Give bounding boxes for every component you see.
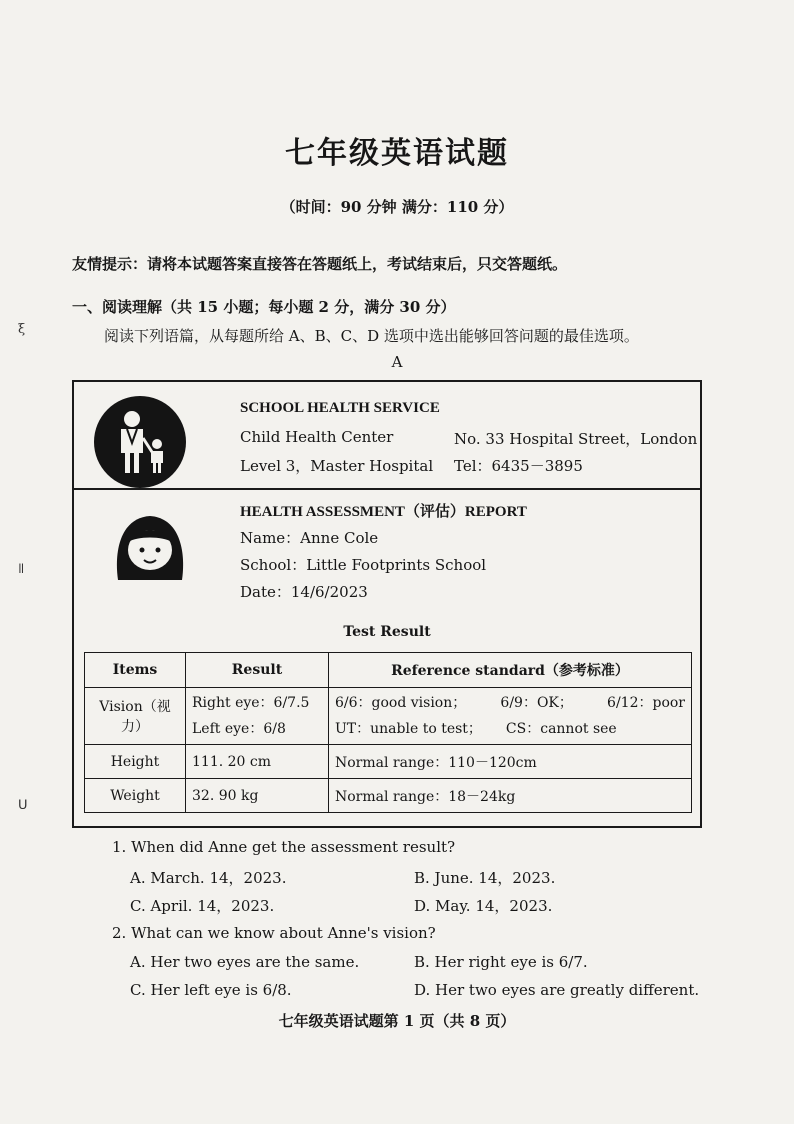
- table-header-row: [85, 653, 692, 688]
- table-row: [85, 779, 692, 813]
- question-2-stem: 2. What can we know about Anne's vision?: [112, 924, 436, 942]
- weight-label: Weight: [85, 779, 186, 813]
- table-row: [85, 745, 692, 779]
- student-name: Name：Anne Cole: [240, 529, 379, 547]
- card-divider: [74, 488, 700, 490]
- service-title: SCHOOL HEALTH SERVICE: [240, 400, 440, 416]
- weight-reference: Normal range：18－24kg: [329, 779, 692, 813]
- height-label: Height: [85, 745, 186, 779]
- height-value: 111. 20 cm: [186, 745, 329, 779]
- left-eye-result: Left eye：6/8: [192, 721, 286, 737]
- doctor-child-logo-icon: [94, 396, 186, 488]
- question-1-stem: 1. When did Anne get the assessment result?: [112, 838, 456, 856]
- health-report-card: [72, 380, 702, 828]
- right-eye-result: Right eye：6/7.5: [192, 695, 310, 711]
- telephone: Tel：6435－3895: [454, 457, 583, 475]
- question-2-option-c[interactable]: C. Her left eye is 6/8.: [130, 981, 292, 999]
- table-header: Result: [186, 653, 329, 688]
- binding-mark: ᑌ: [18, 798, 28, 813]
- section-instruction: 阅读下列语篇，从每题所给 A、B、C、D 选项中选出能够回答问题的最佳选项。: [104, 327, 639, 345]
- exam-title: 七年级英语试题: [285, 136, 509, 171]
- ref-good: 6/6：good vision；: [335, 695, 467, 711]
- test-result-title: Test Result: [343, 624, 431, 640]
- question-1-option-c[interactable]: C. April. 14，2023.: [130, 897, 275, 915]
- section-heading: 一、阅读理解（共 15 小题；每小题 2 分，满分 30 分）: [72, 298, 456, 316]
- binding-mark: ǁ: [18, 562, 25, 577]
- student-school: School：Little Footprints School: [240, 556, 487, 574]
- question-2-option-d[interactable]: D. Her two eyes are greatly different.: [414, 981, 700, 999]
- height-reference: Normal range：110－120cm: [329, 745, 692, 779]
- friendly-tip: 友情提示：请将本试题答案直接答在答题纸上，考试结束后，只交答题纸。: [72, 255, 568, 273]
- test-result-table: [84, 652, 692, 813]
- table-header: Items: [85, 653, 186, 688]
- report-date: Date：14/6/2023: [240, 583, 368, 601]
- weight-value: 32. 90 kg: [186, 779, 329, 813]
- hospital-level: Level 3，Master Hospital: [240, 457, 434, 475]
- question-1-option-a[interactable]: A. March. 14，2023.: [130, 869, 287, 887]
- table-header: Reference standard（参考标准）: [329, 653, 692, 688]
- report-title: HEALTH ASSESSMENT（评估）REPORT: [240, 504, 527, 520]
- question-2-option-a[interactable]: A. Her two eyes are the same.: [130, 953, 360, 971]
- ref-ok: 6/9：OK；: [500, 695, 573, 711]
- passage-letter: A: [391, 353, 403, 371]
- page-footer: 七年级英语试题第 1 页（共 8 页）: [278, 1012, 516, 1030]
- question-2-option-b[interactable]: B. Her right eye is 6/7.: [414, 953, 588, 971]
- ref-ut: UT：unable to test；: [335, 721, 482, 737]
- health-center: Child Health Center: [240, 428, 394, 446]
- vision-label: Vision（视力）: [85, 688, 186, 745]
- ref-poor: 6/12：poor: [607, 695, 685, 711]
- question-1-option-d[interactable]: D. May. 14，2023.: [414, 897, 553, 915]
- center-address: No. 33 Hospital Street，London: [454, 430, 698, 448]
- question-1-option-b[interactable]: B. June. 14，2023.: [414, 869, 556, 887]
- binding-mark: ξ: [18, 322, 26, 337]
- table-row: [85, 688, 692, 745]
- exam-time-score: （时间：90 分钟 满分：110 分）: [280, 198, 514, 216]
- ref-cs: CS：cannot see: [505, 721, 617, 737]
- girl-avatar-icon: [110, 512, 190, 584]
